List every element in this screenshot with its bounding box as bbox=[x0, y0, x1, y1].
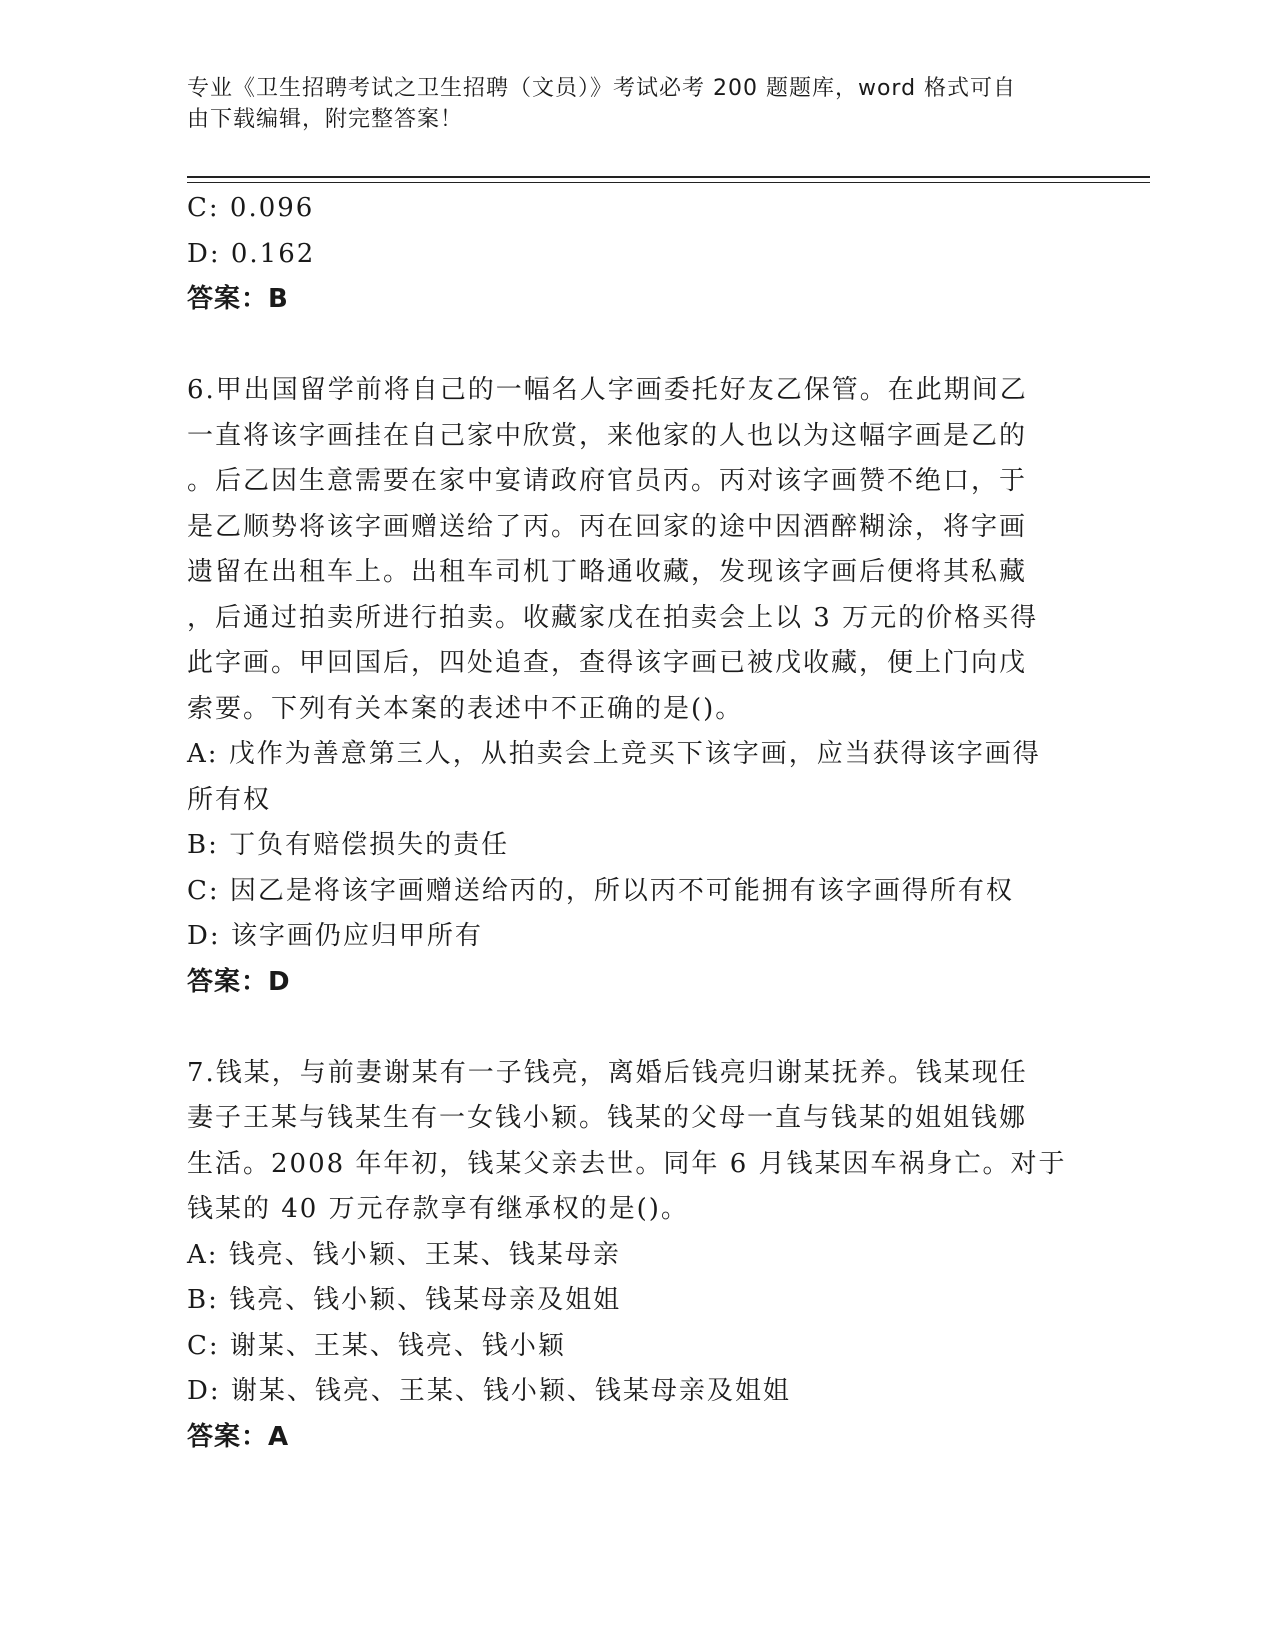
q5-answer: 答案：B bbox=[187, 284, 289, 314]
q6-stem-line: 索要。下列有关本案的表述中不正确的是()。 bbox=[187, 693, 744, 724]
page-header bbox=[187, 73, 1067, 135]
q7-stem-line: 妻子王某与钱某生有一女钱小颖。钱某的父母一直与钱某的姐姐钱娜 bbox=[187, 1103, 1028, 1133]
q5-option-c: C: 0.096 bbox=[187, 193, 315, 223]
q7-option-a: A: 钱亮、钱小颖、王某、钱某母亲 bbox=[187, 1239, 621, 1270]
q7-stem-line: 钱某的 40 万元存款享有继承权的是()。 bbox=[187, 1194, 689, 1224]
header-divider-thick bbox=[187, 176, 1150, 178]
q7-answer: 答案：A bbox=[187, 1421, 290, 1452]
q6-stem-line: 遗留在出租车上。出租车司机丁略通收藏，发现该字画后便将其私藏 bbox=[187, 557, 1028, 587]
q7-stem-line: 7.钱某，与前妻谢某有一子钱亮，离婚后钱亮归谢某抚养。钱某现任 bbox=[187, 1057, 1028, 1088]
q6-stem-line: 6.甲出国留学前将自己的一幅名人字画委托好友乙保管。在此期间乙 bbox=[187, 375, 1028, 405]
q7-option-b: B: 钱亮、钱小颖、钱某母亲及姐姐 bbox=[187, 1285, 622, 1315]
q6-stem-line: 一直将该字画挂在自己家中欣赏，来他家的人也以为这幅字画是乙的 bbox=[187, 420, 1028, 451]
q6-stem-line: 此字画。甲回国后，四处追查，查得该字画已被戊收藏，便上门向戊 bbox=[187, 648, 1028, 678]
q6-stem-line: ，后通过拍卖所进行拍卖。收藏家戊在拍卖会上以 3 万元的价格买得 bbox=[187, 602, 1039, 633]
header-line-2: 由下载编辑，附完整答案！ bbox=[187, 107, 464, 132]
q6-option-a-cont: 所有权 bbox=[187, 784, 272, 815]
q6-stem-line: 。后乙因生意需要在家中宴请政府官员丙。丙对该字画赞不绝口，于 bbox=[187, 466, 1028, 496]
q6-option-a: A: 戊作为善意第三人，从拍卖会上竞买下该字画，应当获得该字画得 bbox=[187, 739, 1041, 769]
q7-stem-line: 生活。2008 年年初，钱某父亲去世。同年 6 月钱某因车祸身亡。对于 bbox=[187, 1148, 1067, 1179]
q6-option-d: D: 该字画仍应归甲所有 bbox=[187, 921, 483, 951]
q6-stem-line: 是乙顺势将该字画赠送给了丙。丙在回家的途中因酒醉糊涂，将字画 bbox=[187, 511, 1028, 542]
q6-option-b: B: 丁负有赔偿损失的责任 bbox=[187, 830, 510, 860]
header-divider-thin bbox=[187, 182, 1150, 183]
document-body bbox=[187, 186, 1067, 1460]
spacer bbox=[187, 323, 1067, 369]
header-line-1: 专业《卫生招聘考试之卫生招聘（文员）》考试必考 200 题题库，word 格式可自 bbox=[187, 76, 1017, 101]
q5-option-d: D: 0.162 bbox=[187, 238, 316, 269]
q6-answer: 答案：D bbox=[187, 966, 291, 997]
q6-option-c: C: 因乙是将该字画赠送给丙的，所以丙不可能拥有该字画得所有权 bbox=[187, 875, 1014, 906]
spacer bbox=[187, 1005, 1067, 1051]
q7-option-c: C: 谢某、王某、钱亮、钱小颖 bbox=[187, 1330, 566, 1361]
q7-option-d: D: 谢某、钱亮、王某、钱小颖、钱某母亲及姐姐 bbox=[187, 1376, 791, 1406]
